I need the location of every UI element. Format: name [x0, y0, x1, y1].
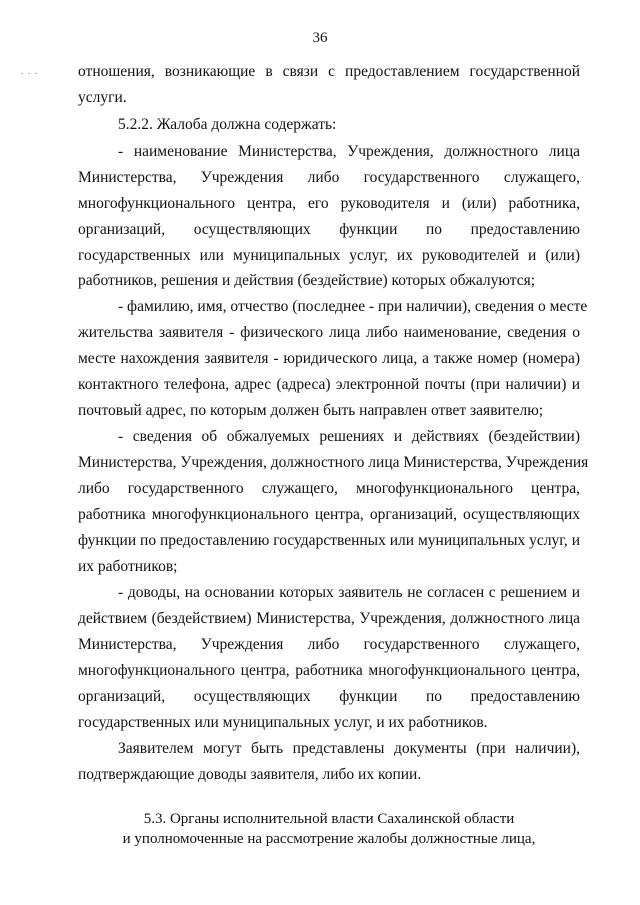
text-line: организаций, осуществляющих функции по предоставлению [78, 688, 580, 705]
text-line: Министерства, Учреждения либо государственного служащего, [78, 169, 580, 186]
text-line: подтверждающие доводы заявителя, либо их копии. [78, 766, 422, 783]
text-line: контактного телефона, адрес (адреса) электронной почты (при наличии) и [78, 376, 580, 393]
text-line: - доводы, на основании которых заявитель не согласен с решением и [118, 584, 580, 601]
text-line: жительства заявителя - физического лица либо наименование, сведения о [78, 324, 580, 341]
text-line: работников, решения и действия (бездействие) которых обжалуются; [78, 272, 536, 289]
text-line: работника многофункционального центра, организаций, осуществляющих [78, 506, 580, 523]
section-title: и уполномоченные на рассмотрение жалобы должностные лица, [122, 831, 536, 847]
text-line: либо государственного служащего, многофункционального центра, [78, 480, 580, 497]
text-line: - фамилию, имя, отчество (последнее - при наличии), сведения о месте [118, 298, 588, 315]
scan-speck: · · · [20, 66, 38, 80]
text-line: действием (бездействием) Министерства, Учреждения, должностного лица [78, 610, 580, 627]
text-line: услуги. [78, 89, 127, 106]
text-line: почтовый адрес, по которым должен быть направлен ответ заявителю; [78, 402, 544, 419]
text-line: Министерства, Учреждения либо государственного служащего, [78, 636, 580, 653]
text-line: многофункционального центра, его руководителя и (или) работника, [78, 195, 580, 212]
text-line: государственных или муниципальных услуг, их руководителей и (или) [78, 247, 580, 264]
text-line: их работников; [78, 558, 178, 575]
text-line: месте нахождения заявителя - юридического лица, а также номер (номера) [78, 350, 580, 367]
text-line: государственных или муниципальных услуг, и их работников. [78, 714, 488, 731]
text-line: организаций, осуществляющих функции по предоставлению [78, 221, 580, 238]
section-title: 5.3. Органы исполнительной власти Сахалинской области [143, 811, 515, 827]
text-line: многофункционального центра, работника многофункционального центра, [78, 662, 580, 679]
page-number: 36 [312, 30, 328, 46]
text-line: функции по предоставлению государственных или муниципальных услуг, и [78, 532, 580, 549]
text-line: - наименование Министерства, Учреждения, должностного лица [118, 143, 580, 160]
text-line: Заявителем могут быть представлены документы (при наличии), [118, 740, 580, 757]
text-line: отношения, возникающие в связи с предоставлением государственной [78, 63, 580, 80]
text-line: - сведения об обжалуемых решениях и действиях (бездействии) [118, 428, 580, 445]
section-heading: 5.2.2. Жалоба должна содержать: [118, 116, 337, 133]
text-line: Министерства, Учреждения, должностного лица Министерства, Учреждения [78, 454, 589, 471]
